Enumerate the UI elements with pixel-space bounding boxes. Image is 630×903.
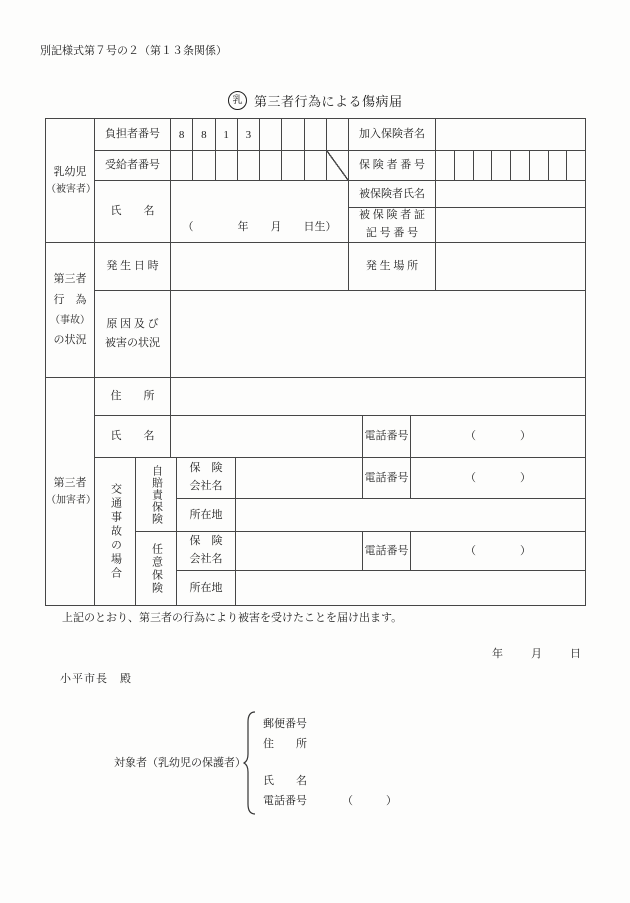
cause-damage-value-cell [170,290,586,378]
voluntary-insurance-company-value-cell [235,531,363,571]
cause-label-line2: 被害の状況 [105,337,160,349]
page-title-text: 第三者行為による傷病届 [254,94,403,109]
postal-code-label: 郵便番号 [263,718,307,730]
compulsory-insurance-company-value-cell [235,457,363,499]
perpetrator-address-label: 住 所 [94,377,171,416]
insurer-digit-cell [510,151,529,180]
insurance-company-label-line2: 会社名 [189,553,223,565]
insurance-company-label-line1: 保 険 [189,535,223,548]
date-line: 年 月 日 [492,648,583,660]
perpetrator-group-label [45,377,95,606]
page-title [228,91,403,110]
recipient-digit-slash-cell [326,151,348,180]
compulsory-insurance-location-value-cell [235,498,586,532]
insurer-digit-cell [529,151,548,180]
mayor-addressee: 小平市長 殿 [60,673,132,685]
payer-digit-cell: 8 [178,128,185,141]
perpetrator-address-value-cell [170,377,586,416]
insurer-digit-cell [436,151,454,180]
victim-group-line2: （被害者） [46,184,96,196]
payer-digit-cell: 3 [237,119,259,150]
payer-digit-cell: 1 [215,119,237,150]
insured-name-value-cell [435,180,586,208]
insured-name-label: 被保険者氏名 [348,180,436,208]
insurer-digit-cell [473,151,492,180]
declaration-text: 上記のとおり、第三者の行為により被害を受けたことを届け出ます。 [62,612,403,624]
incident-group-label [45,242,95,378]
perpetrator-name-label: 氏 名 [94,415,171,458]
child-name-value-cell [170,180,349,243]
payer-digit-cell [304,119,326,150]
occur-datetime-label: 発 生 日 時 [94,242,171,291]
birthdate-note: （ 年 月 日生） [182,221,337,234]
traffic-accident-case-label: 交通事故の場合 [94,457,136,606]
payer-digit-cell [326,119,348,150]
insurer-digit-cell [548,151,567,180]
curly-brace [243,710,257,816]
voluntary-insurance-phone-label: 電話番号 [362,531,411,571]
cause-damage-label [94,290,171,378]
guardian-phone-label: 電話番号 [263,795,307,807]
payer-number-boxes [170,118,349,151]
insured-card-label-line2: 記 号 番 号 [365,227,419,239]
incident-group-line2: 行 為 [53,294,87,307]
voluntary-insurance-company-label [176,531,236,571]
victim-group-line1: 乳幼児 [53,165,87,178]
insured-card-number-value-cell [435,207,586,243]
recipient-digit-cell [304,151,326,180]
perpetrator-name-value-cell [170,415,363,458]
victim-group-label [45,118,95,243]
recipient-digit-cell [171,151,192,180]
occur-place-label: 発 生 場 所 [348,242,436,291]
compulsory-insurance-company-label [176,457,236,499]
perpetrator-group-line1: 第三者 [53,476,87,489]
recipient-number-boxes [170,150,349,181]
perpetrator-phone-value-cell: （ ） [410,415,586,458]
circled-nyuu-mark: 乳 [228,91,247,110]
joined-insurer-label: 加入保険者名 [348,118,436,151]
child-name-label: 氏 名 [94,180,171,243]
insured-card-number-label [348,207,436,243]
cause-label-line1: 原 因 及 び [106,318,159,331]
incident-group-line3: （事故） [50,314,90,326]
insurer-digit-cell [566,151,585,180]
recipient-digit-cell [259,151,281,180]
insurer-digit-cell [491,151,510,180]
insured-card-label-line1: 被 保 険 者 証 [359,209,425,222]
payer-digit-cell: 8 [192,119,214,150]
incident-group-line1: 第三者 [53,273,87,286]
form-reference: 別記様式第７号の２（第１３条関係） [40,45,227,57]
subject-label: 対象者（乳幼児の保護者） [114,757,246,769]
voluntary-insurance-location-label: 所在地 [176,570,236,606]
recipient-digit-cell [237,151,259,180]
insurer-number-label: 保 険 者 番 号 [348,150,436,181]
guardian-phone-value: （ ） [342,795,397,807]
payer-digit-cell [259,119,281,150]
perpetrator-phone-label: 電話番号 [362,415,411,458]
recipient-digit-cell [215,151,237,180]
insurer-number-boxes [435,150,586,181]
compulsory-insurance-phone-value-cell: （ ） [410,457,586,499]
occur-place-value-cell [435,242,586,291]
joined-insurer-value-cell [435,118,586,151]
voluntary-insurance-location-value-cell [235,570,586,606]
incident-group-line4: の状況 [53,333,87,346]
guardian-name-label: 氏 名 [263,775,307,787]
voluntary-insurance-label: 任意保険 [135,531,177,606]
recipient-digit-cell [192,151,214,180]
insurer-digit-cell [454,151,473,180]
recipient-digit-cell [281,151,303,180]
guardian-address-label: 住 所 [263,738,307,750]
compulsory-insurance-phone-label: 電話番号 [362,457,411,499]
compulsory-insurance-label: 自賠責保険 [135,457,177,532]
occur-datetime-value-cell [170,242,349,291]
voluntary-insurance-phone-value-cell: （ ） [410,531,586,571]
payer-digit-cell [281,119,303,150]
perpetrator-group-line2: （加害者） [46,495,96,507]
recipient-number-label: 受給者番号 [94,150,171,181]
compulsory-insurance-location-label: 所在地 [176,498,236,532]
insurance-company-label-line2: 会社名 [189,480,223,492]
payer-number-label: 負担者番号 [94,118,171,151]
insurance-company-label-line1: 保 険 [189,462,223,475]
